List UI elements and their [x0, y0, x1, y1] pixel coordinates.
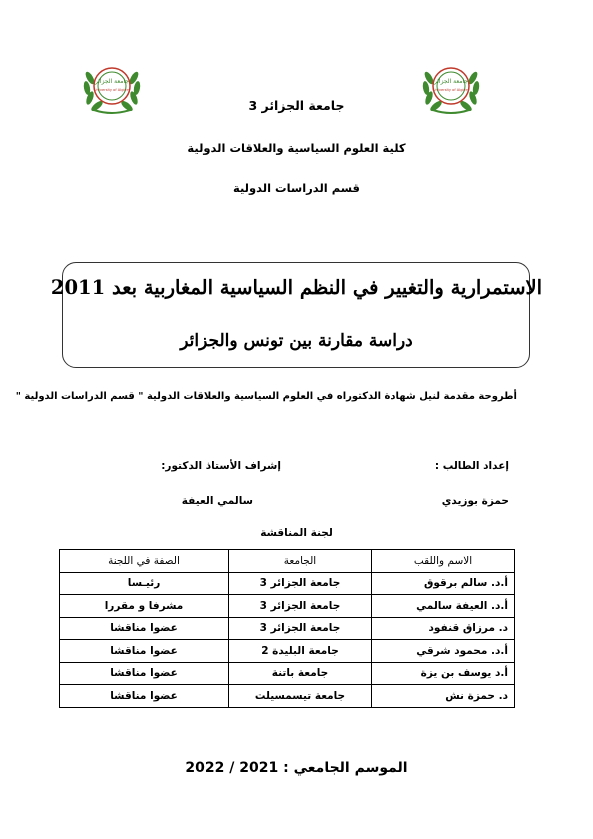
thesis-title: الاستمرارية والتغيير في النظم السياسية المغاربية بعد 2011 [50, 276, 543, 299]
logo-text-ar-right: جامعة الجزائر [433, 78, 469, 85]
member-name: د. مرزاق قنفود [372, 617, 515, 640]
member-role: رئيـسا [60, 572, 229, 595]
member-role: عضوا مناقشا [60, 617, 229, 640]
member-name: أ.د يوسف بن يزة [372, 662, 515, 685]
table-row [60, 685, 515, 708]
department-name: قسم الدراسات الدولية [233, 181, 360, 195]
member-university: جامعة الجزائر 3 [229, 617, 372, 640]
table-row [60, 617, 515, 640]
logo-text-en-right: University of Algiers [432, 88, 470, 92]
student-name: حمزة بوزيدي [441, 495, 509, 507]
supervised-by-label: إشراف الأستاذ الدكتور: [161, 460, 281, 472]
jury-table-header [60, 550, 515, 573]
member-role: عضوا مناقشا [60, 640, 229, 663]
table-row [60, 572, 515, 595]
university-name: جامعة الجزائر 3 [248, 98, 345, 113]
member-role: عضوا مناقشا [60, 685, 229, 708]
academic-year: الموسم الجامعي : 2021 / 2022 [185, 760, 408, 776]
header-role: الصفة في اللجنة [60, 550, 229, 573]
member-role: مشرفا و مقررا [60, 595, 229, 618]
table-row [60, 595, 515, 618]
member-university: جامعة تيسمسيلت [229, 685, 372, 708]
member-name: أ.د. سالم برقوق [372, 572, 515, 595]
faculty-name: كلية العلوم السياسية والعلاقات الدولية [187, 141, 406, 155]
jury-table [59, 549, 515, 708]
logo-text-en-left: University of Algiers [93, 88, 131, 92]
member-name: أ.د. محمود شرقي [372, 640, 515, 663]
supervisor-name: سالمي العيفة [181, 495, 253, 507]
thesis-statement: أطروحة مقدمة لنيل شهادة الدكتوراه في العلوم السياسية والعلاقات الدولية " قسم الدراسات الدولية " [15, 391, 517, 402]
member-university: جامعة البليدة 2 [229, 640, 372, 663]
table-row [60, 640, 515, 663]
member-university: جامعة الجزائر 3 [229, 595, 372, 618]
member-university: جامعة الجزائر 3 [229, 572, 372, 595]
prepared-by-label: إعداد الطالب : [434, 460, 509, 472]
header-university: الجامعة [229, 550, 372, 573]
thesis-subtitle: دراسة مقارنة بين تونس والجزائر [180, 331, 413, 351]
logo-text-ar-left: جامعة الجزائر [94, 78, 130, 85]
table-row [60, 662, 515, 685]
member-role: عضوا مناقشا [60, 662, 229, 685]
member-university: جامعة باتنة [229, 662, 372, 685]
member-name: أ.د. العيفة سالمي [372, 595, 515, 618]
member-name: د. حمزة نش [372, 685, 515, 708]
header-name: الاسم واللقب [372, 550, 515, 573]
jury-title: لجنة المناقشة [260, 527, 333, 539]
